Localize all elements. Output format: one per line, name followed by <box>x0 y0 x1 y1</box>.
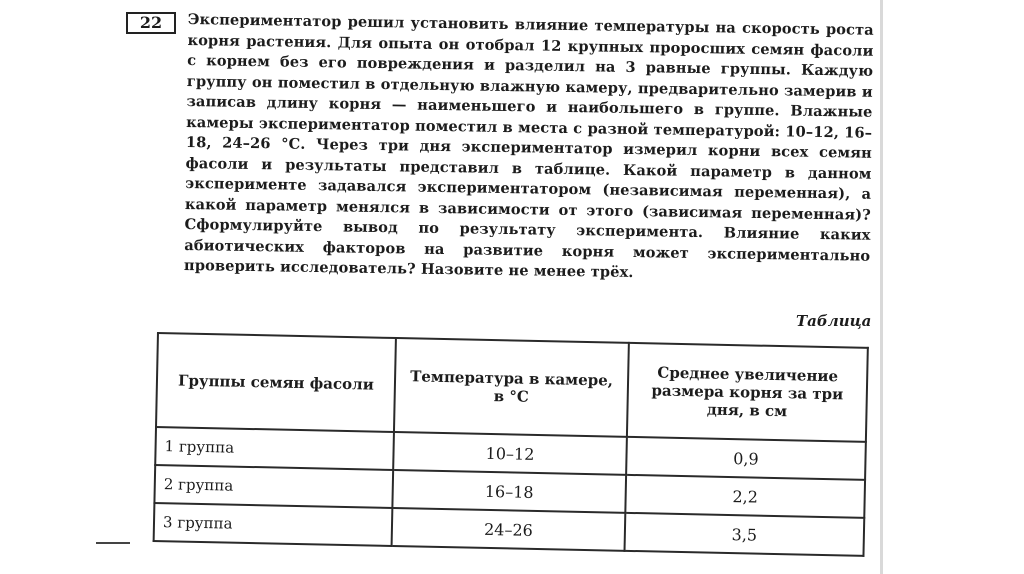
cell-increase: 3,5 <box>625 513 865 556</box>
task-number: 22 <box>126 12 176 34</box>
cell-temperature: 10–12 <box>393 432 627 475</box>
cell-temperature: 16–18 <box>392 470 626 513</box>
cell-increase: 2,2 <box>625 475 865 518</box>
table-header-row <box>156 333 868 442</box>
cell-group: 1 группа <box>155 427 394 470</box>
cell-group: 3 группа <box>154 503 393 546</box>
cell-group: 2 группа <box>154 465 393 508</box>
page-edge <box>880 0 883 574</box>
table-caption: Таблица <box>796 312 872 330</box>
cell-increase: 0,9 <box>626 437 866 480</box>
footnote-rule <box>96 542 130 544</box>
header-groups: Группы семян фасоли <box>156 333 396 432</box>
task-text: Экспериментатор решил установить влияние температуры на скорость роста корня растения. Для опыта он отобрал 12 крупных проросших семян фасоли с корнем без его повреждения и разделил на 3 равные группы. Каждую группу он поместил в отдельную влажную камеру, предварительно замерив и записав длину корня — наименьшего и наибольшего в группе. Влажные камеры экспериментатор поместил в места с разной температурой: 10–12, 16–18, 24–26 °С. Через три дня экспериментатор измерил корни всех семян фасоли и результаты представил в таблице. Какой параметр в данном эксперименте задавался экспериментатором (независимая переменная), а какой параметр менялся в зависимости от этого (зависимая переменная)? Сформулируйте вывод по результату эксперимента. Влияние каких абиотических факторов на развитие корня может экспериментально проверить исследователь? Назовите не менее трёх. <box>183 10 874 282</box>
cell-temperature: 24–26 <box>392 508 626 551</box>
results-table <box>153 332 869 557</box>
header-root-increase: Среднее увеличение размера корня за три дня, в см <box>627 343 868 442</box>
header-temperature: Температура в камере, в °С <box>394 338 629 437</box>
